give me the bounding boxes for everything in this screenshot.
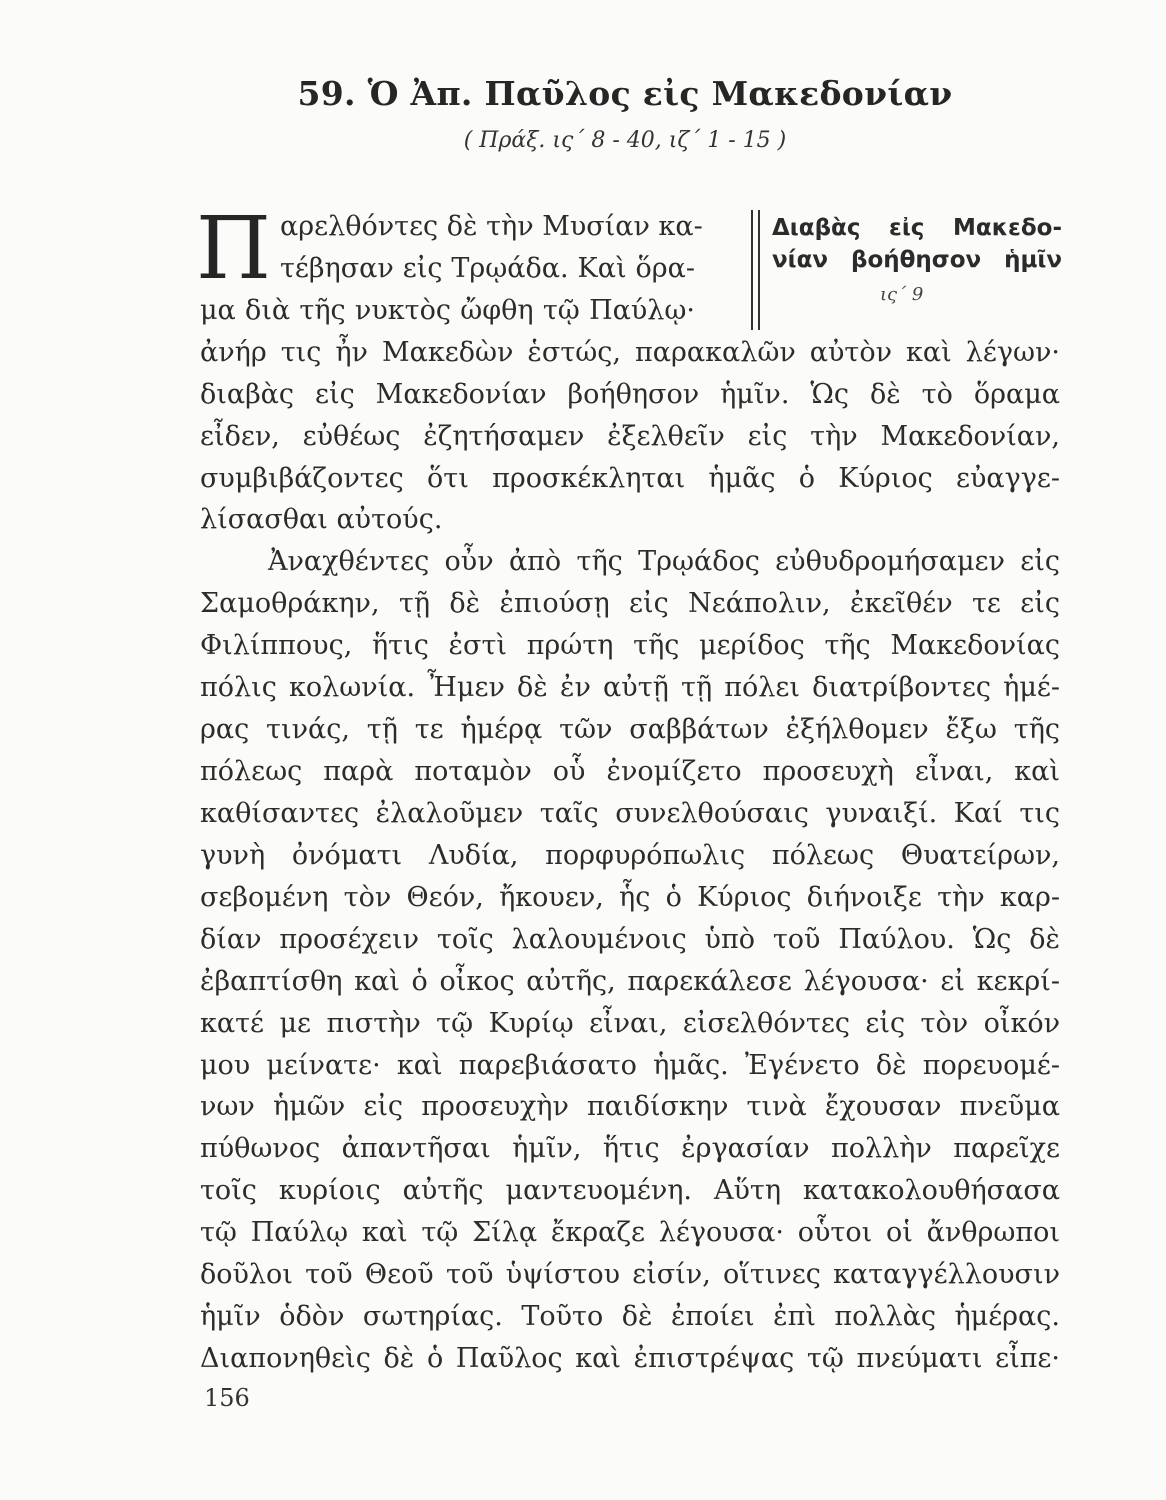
text-line: ἐβαπτίσθη καὶ ὁ οἶκος αὐτῆς, παρεκάλεσε λέγουσα· εἰ κεκρί- <box>200 966 1060 997</box>
text-line: λίσασθαι αὐτούς. <box>200 504 443 535</box>
text-line: συμβιβάζοντες ὅτι προσκέκληται ἡμᾶς ὁ Κύριος εὐαγγε- <box>200 463 1060 494</box>
text-line: γυνὴ ὀνόματι Λυδία, πορφυρόπωλις πόλεως Θυατείρων, <box>200 840 1060 871</box>
text-line: νων ἡμῶν εἰς προσευχὴν παιδίσκην τινὰ ἔχουσαν πνεῦμα <box>200 1091 1060 1122</box>
text-line: τέβησαν εἰς Τρῳάδα. Καὶ ὅρα- <box>280 253 695 284</box>
sidebar-quote-line: Διαβὰς εἰς Μακεδο- <box>772 215 1062 241</box>
text-line: δίαν προσέχειν τοῖς λαλουμένοις ὑπὸ τοῦ Παύλου. Ὡς δὲ <box>200 924 1060 955</box>
text-line: καθίσαντες ἐλαλοῦμεν ταῖς συνελθούσαις γυναιξί. Καί τις <box>200 798 1060 829</box>
text-line: πόλεως παρὰ ποταμὸν οὗ ἐνομίζετο προσευχὴ εἶναι, καὶ <box>200 756 1060 787</box>
sidebar-quote-line: νίαν βοήθησον ἡμῖν <box>772 247 1062 273</box>
text-line: ἀνήρ τις ἦν Μακεδὼν ἑστώς, παρακαλῶν αὐτὸν καὶ λέγων· <box>200 337 1060 368</box>
text-line: ἡμῖν ὁδὸν σωτηρίας. Τοῦτο δὲ ἐποίει ἐπὶ πολλὰς ἡμέρας. <box>200 1301 1060 1332</box>
text-line: μα διὰ τῆς νυκτὸς ὤφθη τῷ Παύλῳ· <box>200 295 695 326</box>
drop-cap: Π <box>196 199 271 299</box>
text-line: δοῦλοι τοῦ Θεοῦ τοῦ ὑψίστου εἰσίν, οἵτινες καταγγέλλουσιν <box>200 1259 1060 1290</box>
text-line: πόλις κολωνία. Ἦμεν δὲ ἐν αὐτῇ τῇ πόλει διατρίβοντες ἡμέ- <box>200 672 1060 703</box>
page-number: 156 <box>204 1384 250 1412</box>
text-line: μου μείνατε· καὶ παρεβιάσατο ἡμᾶς. Ἐγένετο δὲ πορευομέ- <box>200 1050 1060 1081</box>
text-line: Διαπονηθεὶς δὲ ὁ Παῦλος καὶ ἐπιστρέψας τῷ πνεύματι εἶπε· <box>200 1343 1060 1374</box>
text-line: τῷ Παύλῳ καὶ τῷ Σίλᾳ ἔκραζε λέγουσα· οὗτοι οἱ ἄνθρωποι <box>200 1217 1060 1248</box>
text-line: διαβὰς εἰς Μακεδονίαν βοήθησον ἡμῖν. Ὡς δὲ τὸ ὅραμα <box>200 379 1060 410</box>
text-line: ρας τινάς, τῇ τε ἡμέρᾳ τῶν σαββάτων ἐξήλθομεν ἔξω τῆς <box>200 714 1060 745</box>
sidebar-rule <box>751 210 760 330</box>
text-line: Σαμοθράκην, τῇ δὲ ἐπιούσῃ εἰς Νεάπολιν, ἐκεῖθέν τε εἰς <box>200 588 1060 619</box>
scripture-reference: ( Πράξ. ις΄ 8 - 40, ιζ΄ 1 - 15 ) <box>463 128 787 153</box>
text-line: Φιλίππους, ἥτις ἐστὶ πρώτη τῆς μερίδος τῆς Μακεδονίας <box>200 630 1060 661</box>
text-line: κατέ με πιστὴν τῷ Κυρίῳ εἶναι, εἰσελθόντες εἰς τὸν οἶκόν <box>200 1008 1060 1039</box>
text-line: εἶδεν, εὐθέως ἐζητήσαμεν ἐξελθεῖν εἰς τὴν Μακεδονίαν, <box>200 421 1060 452</box>
text-line: Ἀναχθέντες οὖν ἀπὸ τῆς Τρῳάδος εὐθυδρομήσαμεν εἰς <box>268 546 1060 577</box>
text-line: τοῖς κυρίοις αὐτῆς μαντευομένη. Αὕτη κατακολουθήσασα <box>200 1175 1060 1206</box>
chapter-title: 59. Ὁ Ἀπ. Παῦλος εἰς Μακεδονίαν <box>297 74 953 113</box>
sidebar-reference: ις΄ 9 <box>880 284 924 305</box>
text-line: πύθωνος ἀπαντῆσαι ἡμῖν, ἥτις ἐργασίαν πολλὴν παρεῖχε <box>200 1133 1060 1164</box>
text-line: αρελθόντες δὲ τὴν Μυσίαν κα- <box>280 211 703 242</box>
text-line: σεβομένη τὸν Θεόν, ἤκουεν, ἧς ὁ Κύριος διήνοιξε τὴν καρ- <box>200 882 1060 913</box>
